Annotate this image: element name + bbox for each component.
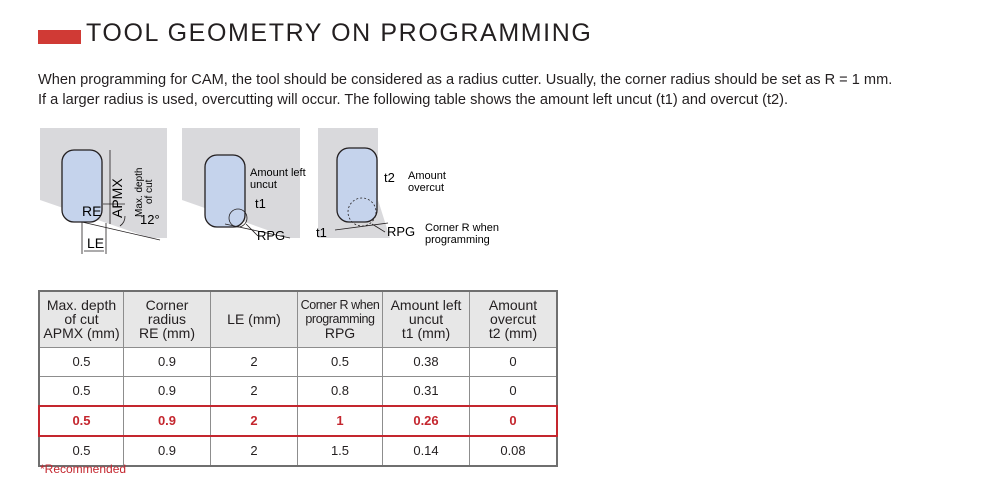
fig3-t2-label: t2 bbox=[384, 170, 395, 185]
fig2-t1-label: t1 bbox=[255, 196, 266, 211]
table-cell: 0.5 bbox=[39, 406, 124, 436]
table-cell: 0.38 bbox=[383, 347, 470, 376]
tool-geometry-figures bbox=[0, 120, 560, 255]
header-t2-line3: t2 (mm) bbox=[488, 325, 538, 342]
table-cell: 0 bbox=[470, 376, 558, 406]
table-row bbox=[39, 347, 557, 376]
fig3-corner-line2: programming bbox=[425, 234, 490, 246]
page-title: TOOL GEOMETRY ON PROGRAMMING bbox=[86, 19, 593, 47]
header-apmx bbox=[39, 291, 124, 347]
fig3-overcut-line1: Amount bbox=[408, 170, 446, 182]
table-cell: 0.9 bbox=[124, 347, 211, 376]
header-t1-line3: t1 (mm) bbox=[401, 325, 451, 342]
fig2-rpg-label: RPG bbox=[257, 228, 286, 243]
fig1-depth-line2: of cut bbox=[144, 179, 155, 204]
header-re-line2: radius bbox=[147, 311, 187, 328]
intro-line-2: If a larger radius is used, overcutting will occur. The following table shows the amount left uncut (t1) and overcut (t2). bbox=[38, 92, 789, 108]
table-cell: 2 bbox=[211, 376, 298, 406]
fig3-rpg-label: RPG bbox=[387, 224, 416, 239]
table-cell: 2 bbox=[211, 347, 298, 376]
header-rpg-line2: programming bbox=[305, 312, 375, 327]
table-cell: 1.5 bbox=[298, 436, 383, 466]
table-row bbox=[39, 436, 557, 466]
fig2-uncut-line1: Amount left bbox=[250, 167, 306, 179]
header-t2 bbox=[470, 291, 558, 347]
table-cell: 0 bbox=[470, 347, 558, 376]
header-t1 bbox=[383, 291, 470, 347]
figure-amount-overcut bbox=[316, 128, 499, 246]
figure-tool-dimensions bbox=[40, 128, 167, 254]
fig1-apmx-label: APMX bbox=[109, 178, 125, 218]
header-apmx-line3: APMX (mm) bbox=[43, 325, 120, 342]
tool-geometry-table bbox=[38, 290, 558, 467]
figure-amount-uncut bbox=[182, 128, 306, 243]
table-cell: 0.5 bbox=[298, 347, 383, 376]
header-re-line3: RE (mm) bbox=[139, 325, 195, 342]
header-rpg-line1: Corner R when bbox=[300, 298, 380, 313]
header-le bbox=[211, 291, 298, 347]
fig1-re-label: RE bbox=[82, 203, 102, 219]
fig1-le-label: LE bbox=[87, 235, 105, 251]
table-cell: 0 bbox=[470, 406, 558, 436]
table-cell: 1 bbox=[298, 406, 383, 436]
fig2-uncut-line2: uncut bbox=[250, 179, 277, 191]
table-cell: 0.9 bbox=[124, 406, 211, 436]
table-row bbox=[39, 376, 557, 406]
header-t1-line1: Amount left bbox=[390, 297, 462, 314]
header-re bbox=[124, 291, 211, 347]
table-cell: 0.5 bbox=[39, 347, 124, 376]
table-cell: 0.8 bbox=[298, 376, 383, 406]
header-t1-line2: uncut bbox=[408, 311, 444, 328]
table-cell: 2 bbox=[211, 436, 298, 466]
table-cell: 0.31 bbox=[383, 376, 470, 406]
table-header-row bbox=[39, 291, 557, 347]
fig3-corner-line1: Corner R when bbox=[425, 222, 499, 234]
fig3-overcut-line2: overcut bbox=[408, 182, 445, 194]
header-rpg bbox=[298, 291, 383, 347]
fig1-depth-line1: Max. depth bbox=[134, 167, 145, 217]
table-cell: 0.9 bbox=[124, 376, 211, 406]
table-cell: 0.08 bbox=[470, 436, 558, 466]
header-t2-line1: Amount bbox=[488, 297, 538, 314]
fig1-angle-label: 12° bbox=[140, 212, 160, 227]
table-row-recommended bbox=[39, 406, 557, 436]
fig3-t1-label: t1 bbox=[316, 225, 327, 240]
recommended-note: *Recommended bbox=[40, 462, 127, 476]
header-le-label: LE (mm) bbox=[227, 311, 281, 328]
table-cell: 2 bbox=[211, 406, 298, 436]
title-accent-bar bbox=[38, 30, 81, 44]
table-cell: 0.5 bbox=[39, 436, 124, 466]
table-cell: 0.9 bbox=[124, 436, 211, 466]
table-cell: 0.26 bbox=[383, 406, 470, 436]
intro-line-1: When programming for CAM, the tool should be considered as a radius cutter. Usually, the corner radius should be set as R = 1 mm. bbox=[38, 72, 893, 88]
header-t2-line2: overcut bbox=[490, 311, 536, 328]
header-apmx-line1: Max. depth bbox=[46, 297, 117, 314]
header-rpg-line3: RPG bbox=[324, 325, 356, 342]
table-cell: 0.5 bbox=[39, 376, 124, 406]
intro-text bbox=[38, 70, 978, 110]
header-re-line1: Corner bbox=[145, 297, 189, 314]
table-cell: 0.14 bbox=[383, 436, 470, 466]
header-apmx-line2: of cut bbox=[64, 311, 99, 328]
